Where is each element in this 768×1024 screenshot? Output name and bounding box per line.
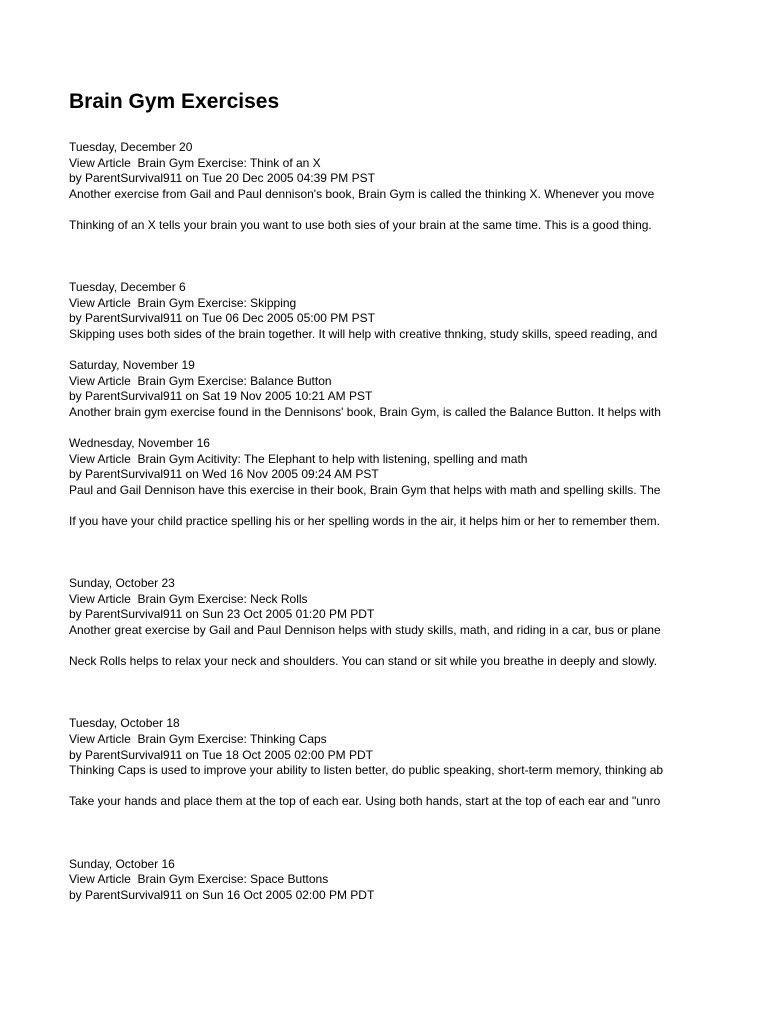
blog-entry — [69, 576, 687, 670]
entry-date: Tuesday, December 20 — [69, 140, 193, 154]
blog-entry — [69, 280, 687, 342]
blog-entry — [69, 857, 687, 904]
entry-byline: by ParentSurvival911 on Sat 19 Nov 2005 10:21 AM PST — [69, 389, 373, 404]
entry-paragraph: Paul and Gail Dennison have this exercise in their book, Brain Gym that helps with math and spelling skills. The — [69, 482, 661, 497]
entry-byline: by ParentSurvival911 on Tue 06 Dec 2005 05:00 PM PST — [69, 311, 375, 326]
entry-date: Tuesday, December 6 — [69, 280, 186, 295]
entry-heading — [69, 156, 687, 172]
entry-date: Sunday, October 23 — [69, 576, 175, 591]
blog-entry — [69, 140, 687, 234]
article-title: Brain Gym Exercise: Balance Button — [137, 373, 332, 388]
entry-heading — [69, 452, 687, 468]
entry-date: Sunday, October 16 — [69, 856, 175, 871]
page-title: Brain Gym Exercises — [69, 90, 280, 113]
article-title: Brain Gym Exercise: Thinking Caps — [137, 732, 327, 746]
entry-paragraph: Thinking Caps is used to improve your ability to listen better, do public speaking, short-term memory, thinking ab — [69, 763, 664, 778]
view-article-link[interactable]: View Article — [69, 591, 131, 606]
article-title: Brain Gym Exercise: Neck Rolls — [137, 591, 308, 606]
entry-heading — [69, 732, 687, 748]
entry-paragraph: Neck Rolls helps to relax your neck and shoulders. You can stand or sit while you breathe in deeply and slowly. — [69, 654, 658, 669]
entry-byline: by ParentSurvival911 on Tue 20 Dec 2005 04:39 PM PST — [69, 171, 375, 186]
entry-paragraph: Another brain gym exercise found in the Dennisons' book, Brain Gym, is called the Balance Button. It helps with — [69, 404, 661, 419]
entry-heading — [69, 374, 687, 390]
entry-date: Tuesday, October 18 — [69, 716, 180, 731]
entry-byline: by ParentSurvival911 on Sun 16 Oct 2005 02:00 PM PDT — [69, 887, 375, 902]
entry-date: Wednesday, November 16 — [69, 436, 210, 451]
view-article-link[interactable]: View Article — [69, 373, 131, 388]
entry-byline: by ParentSurvival911 on Tue 18 Oct 2005 02:00 PM PDT — [69, 747, 373, 762]
view-article-link[interactable]: View Article — [69, 295, 131, 310]
article-title: Brain Gym Exercise: Skipping — [137, 295, 297, 310]
view-article-link[interactable]: View Article — [69, 155, 131, 170]
entry-paragraph: Skipping uses both sides of the brain together. It will help with creative thnking, study skills, speed reading, and — [69, 326, 658, 341]
article-title: Brain Gym Acitivity: The Elephant to help with listening, spelling and math — [137, 451, 528, 466]
entry-paragraph: Thinking of an X tells your brain you want to use both sies of your brain at the same time. This is a good thing. — [69, 217, 652, 232]
article-title: Brain Gym Exercise: Space Buttons — [137, 872, 329, 887]
document-page — [69, 88, 687, 903]
entry-byline: by ParentSurvival911 on Sun 23 Oct 2005 01:20 PM PDT — [69, 607, 375, 622]
entry-date: Saturday, November 19 — [69, 358, 195, 373]
blog-entry — [69, 716, 687, 810]
entry-paragraph: Another great exercise by Gail and Paul Dennison helps with study skills, math, and riding in a car, bus or plane — [69, 623, 661, 638]
view-article-link[interactable]: View Article — [69, 451, 131, 466]
entry-paragraph: Take your hands and place them at the top of each ear. Using both hands, start at the top of each ear and "unro — [69, 794, 661, 809]
entry-byline: by ParentSurvival911 on Wed 16 Nov 2005 09:24 AM PST — [69, 467, 379, 482]
view-article-link[interactable]: View Article — [69, 732, 131, 746]
entry-heading — [69, 592, 687, 608]
entry-paragraph: Another exercise from Gail and Paul dennison's book, Brain Gym is called the thinking X. Whenever you move — [69, 186, 655, 201]
blog-entry — [69, 358, 687, 420]
blog-entry — [69, 436, 687, 530]
entry-heading — [69, 296, 687, 312]
article-title: Brain Gym Exercise: Think of an X — [137, 155, 321, 170]
view-article-link[interactable]: View Article — [69, 872, 131, 887]
entry-paragraph: If you have your child practice spelling his or her spelling words in the air, it helps him or her to remember them. — [69, 514, 660, 529]
entry-heading — [69, 872, 687, 888]
